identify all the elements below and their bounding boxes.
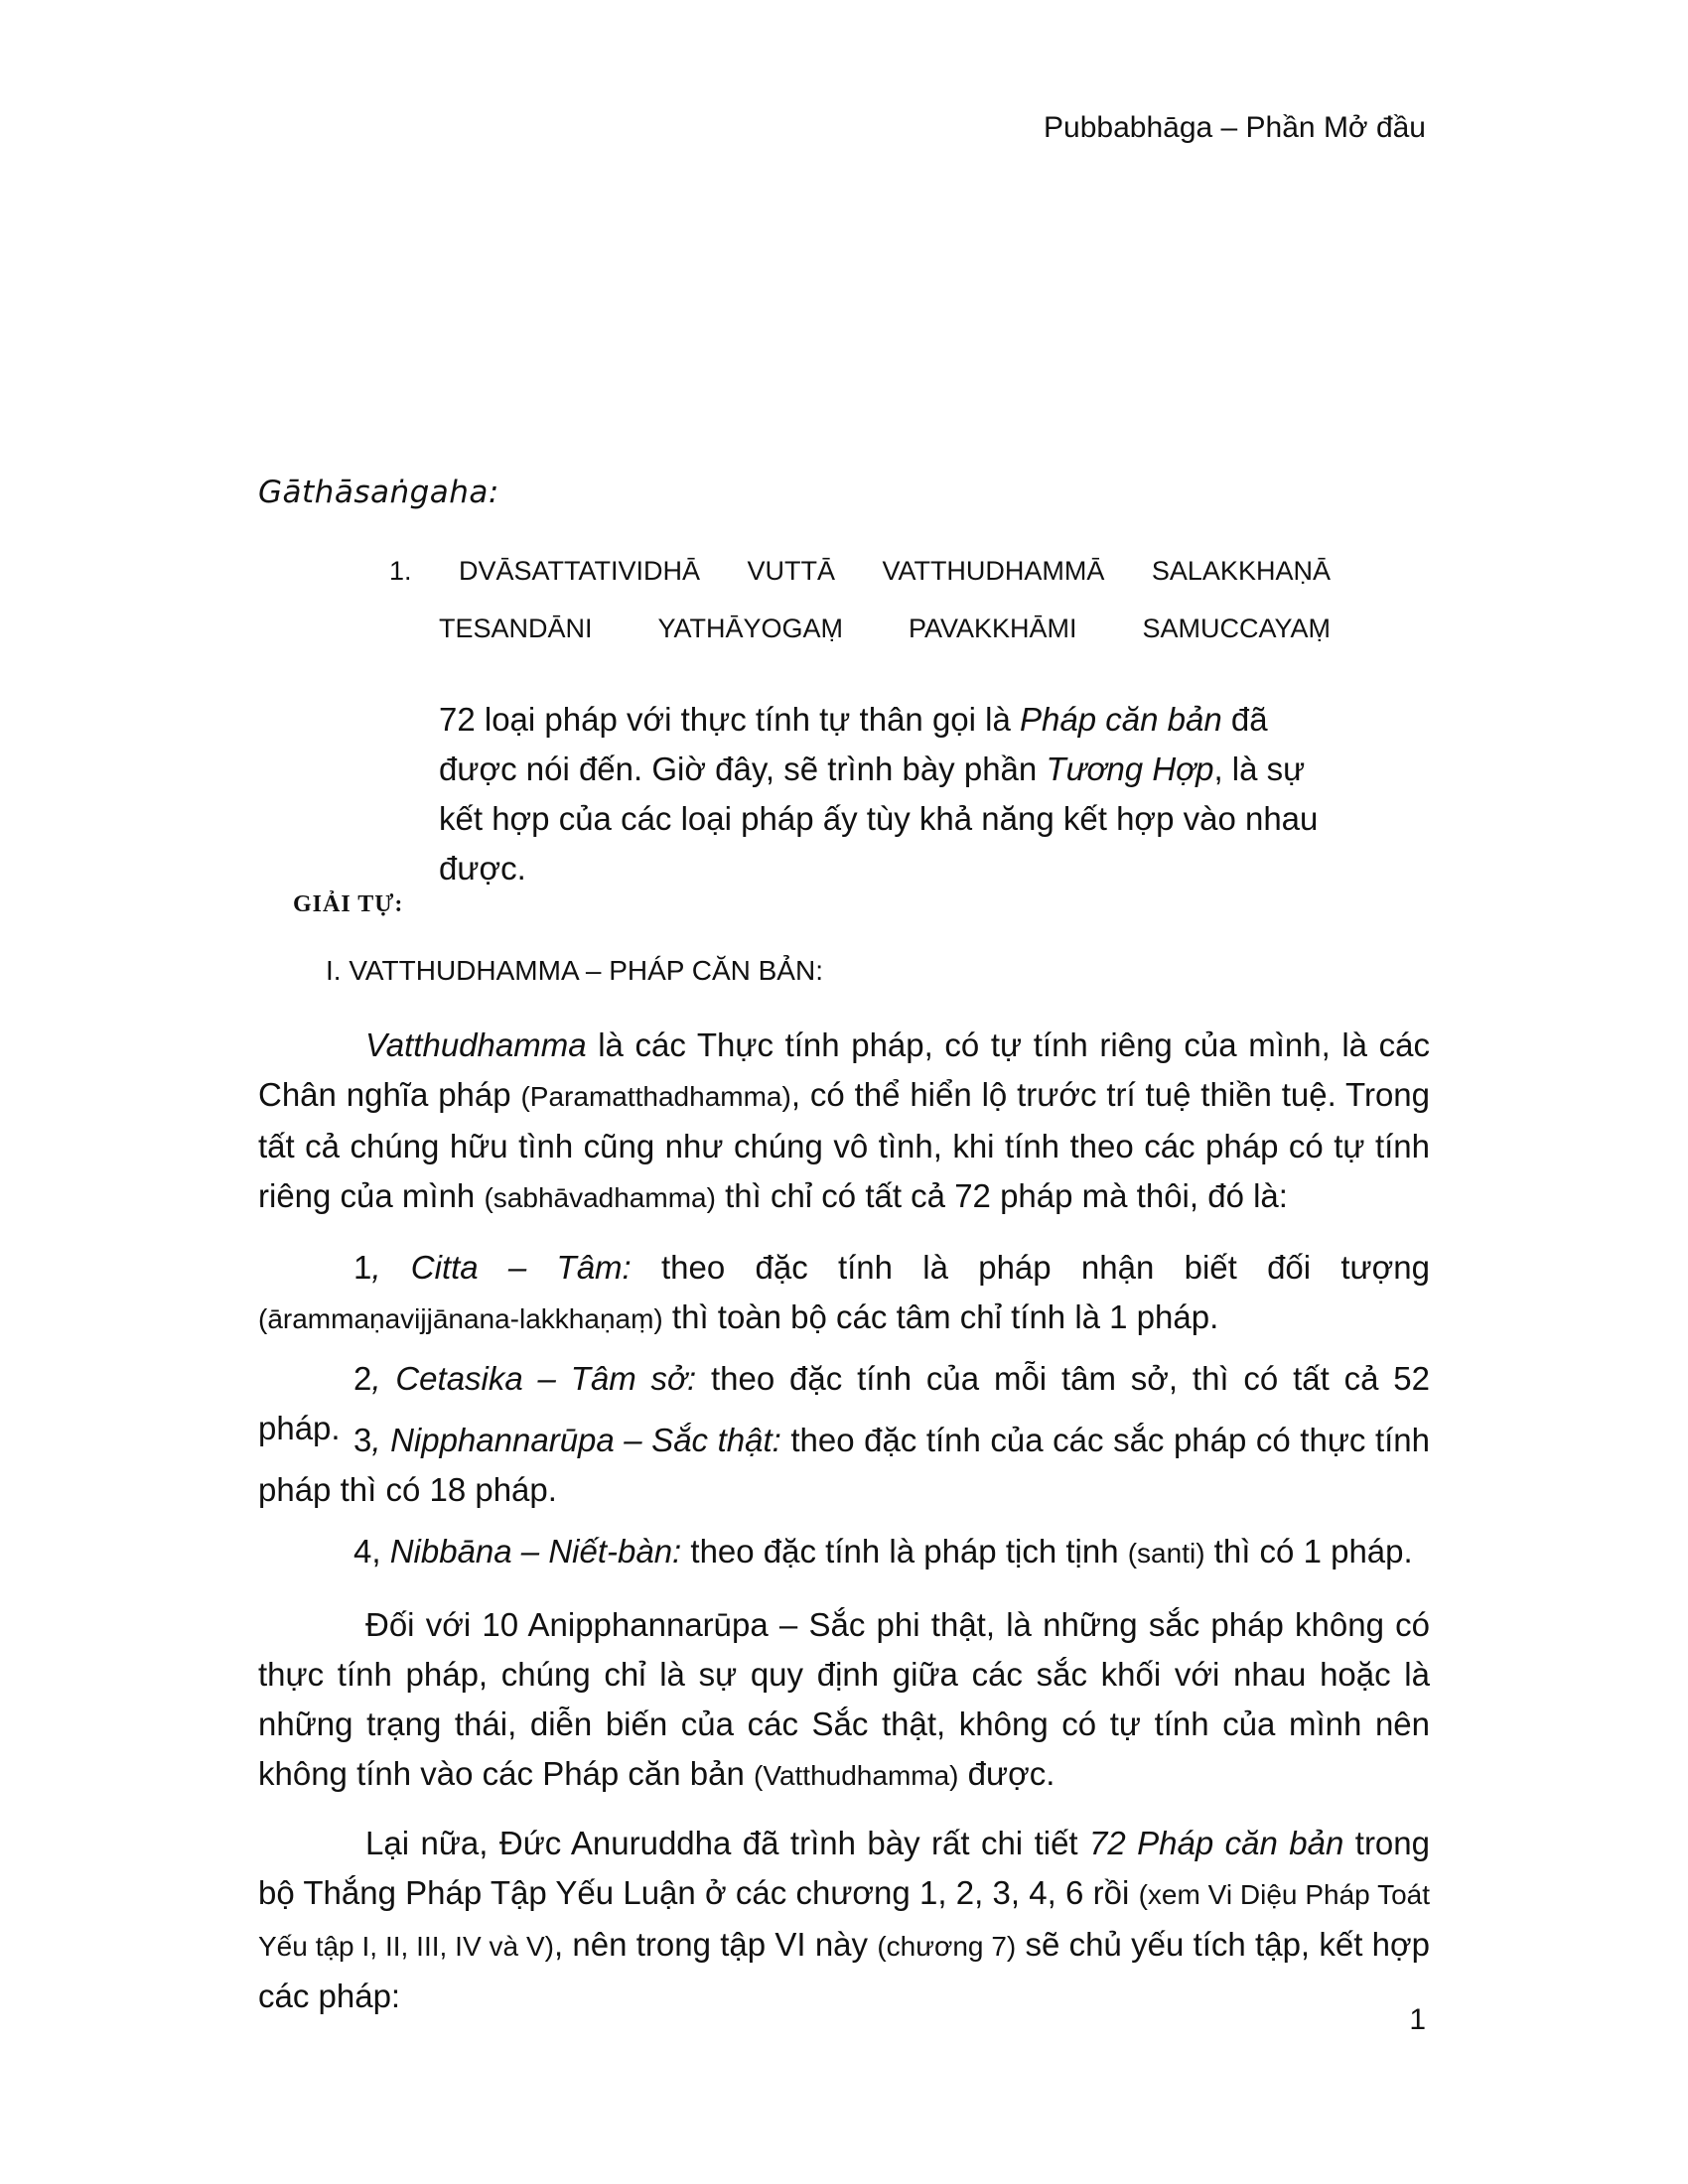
pali-term: (santi) (1127, 1538, 1205, 1569)
text-run: Lại nữa, Đức Anuruddha đã trình bày rất chi tiết (365, 1825, 1090, 1861)
text-run: đã được nói đến. Giờ đây, sẽ trình bày phần (439, 701, 1268, 787)
text-run: 72 loại pháp với thực tính tự thân gọi là (439, 701, 1021, 738)
pali-term: (Paramatthadhamma) (520, 1081, 791, 1112)
emphasis: 72 Pháp căn bản (1089, 1825, 1344, 1861)
emphasis: Nibbāna – Niết-bàn: (389, 1533, 682, 1570)
reference-note: (chương 7) (877, 1931, 1017, 1962)
verse-word: SALAKKHAṆĀ (1151, 556, 1331, 586)
text-run: , nên trong tập VI này (553, 1926, 878, 1963)
emphasis: , Citta – Tâm: (371, 1249, 632, 1286)
pali-term: (Vatthudhamma) (754, 1760, 959, 1791)
verse-word: VUTTĀ (747, 556, 835, 586)
paragraph-intro (258, 1021, 1430, 1223)
text-run: là các Thực tính pháp, có tự tính riêng của mình, là các Chân nghĩa pháp (258, 1026, 1430, 1113)
text-run: , có thể hiển lộ trước trí tuệ thiền tuệ. Trong tất cả chúng hữu tình cũng như chúng vô tình, khi tính theo các pháp có tự tính riêng của mình (258, 1076, 1431, 1214)
verse-word: TESANDĀNI (439, 614, 593, 643)
verse-word: SAMUCCAYAṂ (1142, 614, 1331, 643)
reference-note: (xem Vi Diệu Pháp Toát Yếu tập I, II, III, IV và V) (258, 1879, 1430, 1962)
text-run: theo đặc tính của mỗi tâm sở, thì có tất cả 52 pháp. (258, 1360, 1430, 1446)
pali-term: (sabhāvadhamma) (484, 1182, 716, 1213)
text-run: theo đặc tính là pháp tịch tịnh (681, 1533, 1128, 1570)
giai-tu-label: GIẢI TỰ: (293, 891, 404, 917)
verse-translation (439, 695, 1352, 893)
text-run: Đối với 10 Anipphannarūpa – Sắc phi thật, là những sắc pháp không có thực tính pháp, chúng chỉ là sự quy định giữa các sắc khối với nhau hoặc là những trạng thái, diễn biến của các Sắc thật, không có tự tính của mình nên không tính vào các Pháp căn bản (258, 1606, 1430, 1792)
verse-line-1 (389, 556, 1331, 587)
text-run: trong bộ Thắng Pháp Tập Yếu Luận ở các chương 1, 2, 3, 4, 6 rồi (258, 1825, 1430, 1911)
verse-number: 1. (389, 556, 412, 586)
running-header: Pubbabhāga – Phần Mở đầu (1044, 111, 1426, 144)
paragraph-anipphanna (258, 1600, 1430, 1801)
paragraph-anuruddha (258, 1819, 1430, 2021)
verse-word: PAVAKKHĀMI (908, 614, 1077, 643)
text-run: thì chỉ có tất cả 72 pháp mà thôi, đó là: (715, 1177, 1288, 1214)
emphasis: Pháp căn bản (1020, 701, 1222, 738)
pali-term: (ārammaṇavijjānana-lakkhaṇaṃ) (258, 1303, 663, 1334)
item-number: 4, (353, 1533, 390, 1570)
text-run: , là sự kết hợp của các loại pháp ấy tùy khả năng kết hợp vào nhau được. (439, 751, 1319, 887)
item-number: 2 (353, 1360, 372, 1397)
gatha-title: Gāthāsaṅgaha: (258, 475, 499, 510)
text-run: thì toàn bộ các tâm chỉ tính là 1 pháp. (662, 1298, 1219, 1335)
emphasis: , Nipphannarūpa – Sắc thật: (371, 1422, 781, 1458)
text-run: sẽ chủ yếu tích tập, kết hợp các pháp: (258, 1926, 1431, 2014)
item-number: 1 (353, 1249, 372, 1286)
verse-line-2 (439, 614, 1331, 644)
verse-word: DVĀSATTATIVIDHĀ (458, 556, 701, 586)
list-item-4 (258, 1527, 1430, 1578)
emphasis: , Cetasika – Tâm sở: (371, 1360, 697, 1397)
text-run: được. (958, 1755, 1055, 1792)
verse-word: VATTHUDHAMMĀ (882, 556, 1105, 586)
item-number: 3 (353, 1422, 372, 1458)
emphasis: Vatthudhamma (365, 1026, 587, 1063)
emphasis: Tương Hợp (1046, 751, 1214, 787)
text-run: theo đặc tính của các sắc pháp có thực tính pháp thì có 18 pháp. (258, 1422, 1430, 1508)
text-run: thì có 1 pháp. (1204, 1533, 1413, 1570)
page-number: 1 (1409, 2003, 1426, 2036)
text-run: theo đặc tính là pháp nhận biết đối tượng (631, 1249, 1430, 1286)
section-heading: I. VATTHUDHAMMA – PHÁP CĂN BẢN: (326, 955, 823, 986)
list-item-3 (258, 1416, 1430, 1515)
verse-word: YATHĀYOGAṂ (657, 614, 844, 643)
list-item-1 (258, 1243, 1430, 1344)
